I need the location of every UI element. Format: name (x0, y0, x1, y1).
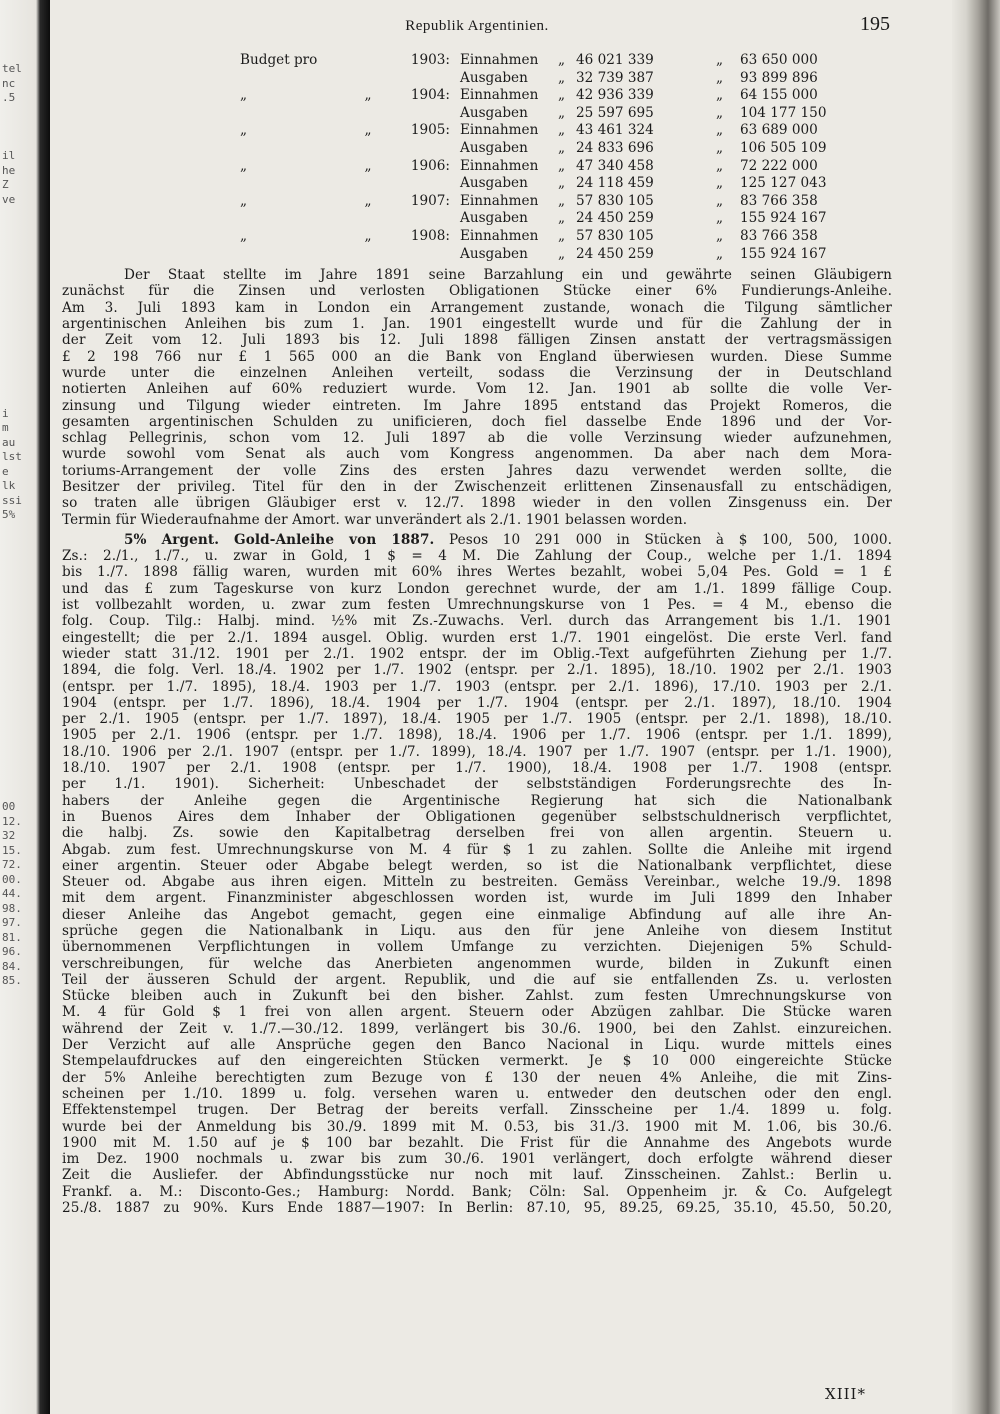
text-line: dieser Anleihe das Angebot gemacht, gegen eine einmalige Abfindung auf alle ihre An- (62, 906, 892, 923)
page-number: 195 (860, 13, 890, 35)
text-line: im Dez. 1900 nochmals u. zwar bis zum 30./6. 1901 verlängert, doch erfolgte während dieser (62, 1151, 892, 1168)
budget-row (240, 158, 850, 176)
budget-cell-label: „ (240, 227, 248, 244)
budget-cell-a1: 25 597 695 (576, 104, 654, 121)
text-line: argentinischen Anleihen bis zum 1. Jan. 1901 eingestellt wurde und für die Zahlung der in (62, 316, 892, 333)
budget-cell-label (240, 246, 336, 264)
budget-cell-q1 (336, 140, 400, 158)
budget-cell-q2: „ (558, 139, 566, 156)
budget-cell-a2: 83 766 358 (740, 227, 818, 244)
budget-cell-a2: 155 924 167 (740, 245, 827, 262)
text-line: habers der Anleihe gegen die Argentinische Regierung hat sich die Nationalbank (62, 792, 892, 809)
budget-cell-year (400, 175, 460, 193)
text-line: notierten Anleihen auf 60% reduziert wurde. Vom 12. Jan. 1901 ab sollte die volle Ver- (62, 381, 892, 398)
budget-cell-label (240, 105, 336, 123)
budget-cell-q2: „ (558, 69, 566, 86)
budget-cell-q3: „ (716, 157, 724, 174)
text-line: gesamten argentinischen Schulden zu unificieren, doch fiel dasselbe Ende 1896 und der Vor- (62, 413, 892, 430)
budget-cell-q1: „ (364, 122, 372, 139)
margin-fragment: e (2, 464, 9, 478)
budget-cell-q1 (336, 105, 400, 123)
text-line: eingestellt; die per 2./1. 1894 ausgel. Oblig. wurden erst 1./7. 1901 eingelöst. Die erste Verl. fand (62, 629, 892, 646)
budget-cell-q1: „ (364, 227, 372, 244)
section-gold-loan-1887 (62, 532, 892, 1216)
text-line: £ 2 198 766 nur £ 1 565 000 an die Bank von England überwiesen wurden. Diese Summe (62, 348, 892, 365)
signature-mark: XIII* (825, 1384, 866, 1403)
budget-cell-label (240, 175, 336, 193)
text-line: folg. Coup. Tilg.: Halbj. mind. ½% mit Zs.-Zuwachs. Verl. durch das Arrangement bis 1./1. 1901 (62, 613, 892, 630)
budget-cell-q1: „ (364, 87, 372, 104)
margin-fragment (2, 106, 34, 121)
text-line: einer argentin. Steuer oder Abgabe belegt werden, so ist die Nationalbank verpflichtet, diese (62, 857, 892, 874)
margin-fragment: ssi (2, 493, 22, 507)
text-line: Steuer od. Abgabe aus ihren eigen. Mitteln zu bestreiten. Gemäss Vereinbar., welche 19./9. 1898 (62, 874, 892, 891)
budget-cell-kind: Einnahmen (460, 227, 539, 244)
budget-cell-year: 1908: (410, 227, 450, 244)
budget-cell-label: „ (240, 192, 248, 209)
budget-row (240, 70, 850, 88)
text-line: wurde bei der Anmeldung bis 30./9. 1899 mit M. 0.53, bis 31./3. 1900 mit M. 1.06, bis 30./6. (62, 1118, 892, 1135)
text-line: 18./10. 1907 per 2./1. 1908 (entspr. per 1./7. 1900), 18./4. 1908 per 1./7. 1908 (entspr. (62, 760, 892, 777)
budget-cell-a1: 46 021 339 (576, 52, 654, 68)
text-line: Am 3. Juli 1893 kam in London ein Arrangement zustande, wonach die Tilgung sämtlicher (62, 299, 892, 316)
text-line: per 2./1. 1905 (entspr. per 1./7. 1897), 18./4. 1905 per 1./7. 1905 (entspr. per 2./1. 1898), 18./10. (62, 711, 892, 728)
budget-cell-kind: Einnahmen (460, 192, 539, 209)
budget-cell-q2: „ (558, 210, 566, 227)
margin-fragment: 5% (2, 508, 16, 521)
text-line: Abgab. zum fest. Umrechnungskurse von M. 4 für $ 1 zu zahlen. Sollte die Anleihe mit irgend (62, 841, 892, 858)
text-line: die halbj. Zs. sowie den Kapitalbetrag derselben frei von allen argentin. Steuern u. (62, 825, 892, 842)
budget-row (240, 87, 850, 105)
text-line: Besitzer der privileg. Titel für den in der Zwischenzeit erlittenen Zinsenausfall zu entschädigen, (62, 478, 892, 495)
budget-cell-q1 (336, 52, 400, 70)
margin-fragment: Z (2, 178, 9, 191)
budget-cell-kind: Ausgaben (460, 104, 528, 121)
budget-cell-a2: 93 899 896 (740, 69, 818, 86)
budget-cell-kind: Einnahmen (460, 157, 539, 174)
text-line: Der Verzicht auf alle Ansprüche gegen den Banco Nacional in Liqu. wurde mittels eines (62, 1037, 892, 1054)
budget-cell-q1 (336, 175, 400, 193)
section-heading: 5% Argent. Gold-Anleihe von 1887. (124, 531, 435, 548)
budget-cell-q3: „ (716, 104, 724, 121)
text-line: übernommenen Verpflichtungen in vollem Umfange zu verzichten. Diejenigen 5% Schuld- (62, 939, 892, 956)
text-line: 18./10. 1906 per 2./1. 1907 (entspr. per 1./7. 1899), 18./4. 1907 per 1./7. 1907 (entspr. per 1./1. 1900), (62, 743, 892, 760)
text-line: toriums-Arrangement der volle Zins des ersten Jahres dazu verwendet werden sollte, die (62, 462, 892, 479)
budget-cell-q3: „ (716, 192, 724, 209)
budget-cell-kind: Einnahmen (460, 122, 539, 139)
text-line: 1894, die folg. Verl. 18./4. 1902 per 1./7. 1902 (entspr. per 2./1. 1895), 18./10. 1902 per 2./1. 1903 (62, 662, 892, 679)
margin-fragment: 96. (2, 945, 22, 958)
margin-fragment: 84. (2, 959, 22, 973)
budget-cell-a2: 155 924 167 (740, 210, 827, 227)
budget-cell-label: „ (240, 87, 248, 104)
margin-fragment: ve (2, 192, 16, 206)
text-line: Stempelaufdruckes auf den eingereichten Stücken vermerkt. Je $ 10 000 eingereichte Stücke (62, 1053, 892, 1070)
budget-cell-year (400, 246, 460, 264)
left-gutter-shadow (0, 0, 50, 1414)
text-line: 1904 (entspr. per 1./7. 1896), 18./4. 1904 per 1./7. 1904 (entspr. per 2./1. 1897), 18./10. 1904 (62, 694, 892, 711)
budget-row (240, 175, 850, 193)
right-gutter-shadow (952, 0, 1000, 1414)
budget-cell-a2: 125 127 043 (740, 175, 827, 192)
text-line: der Zeit vom 12. Juli 1893 bis 12. Juli 1898 fälligen Zinsen anstatt der vertragsmässigen (62, 332, 892, 349)
budget-row (240, 228, 850, 246)
text-line: verschreibungen, für welche das Anerbieten angenommen wurde, bilden in Zukunft einen (62, 955, 892, 972)
margin-fragment: nc (2, 76, 16, 90)
budget-cell-year (400, 140, 460, 158)
budget-cell-a2: 72 222 000 (740, 157, 818, 174)
budget-cell-year (400, 210, 460, 228)
budget-cell-a1: 43 461 324 (576, 122, 654, 139)
left-margin-fragments-low (2, 800, 34, 989)
budget-cell-year (400, 70, 460, 88)
budget-cell-q1 (336, 246, 400, 264)
budget-cell-q3: „ (716, 227, 724, 244)
running-head (62, 14, 892, 42)
margin-fragment: 98. (2, 901, 22, 915)
text-line: der 5% Anleihe berechtigten zum Bezuge von £ 130 der neuen 4% Anleihe, die mit Zins- (62, 1069, 892, 1086)
paragraph-history (62, 267, 892, 528)
text-line: und das £ zum Tageskurse von kurz London gerechnet wurde, der am 1./1. 1899 fällige Coup. (62, 580, 892, 597)
margin-fragment: he (2, 163, 16, 177)
text-line: ist vollbezahlt worden, u. zwar zum festen Umrechnungskurse von 1 Pes. = 4 M., ebenso die (62, 597, 892, 614)
text-line: M. 4 für Gold $ 1 frei von allen argent. Steuern oder Abzügen zahlbar. Die Stücke waren (62, 1004, 892, 1021)
budget-cell-q3: „ (716, 245, 724, 262)
margin-fragment: 44. (2, 887, 22, 900)
budget-cell-q1 (336, 70, 400, 88)
budget-cell-q2: „ (558, 175, 566, 192)
budget-row (240, 140, 850, 158)
margin-fragment: tel (2, 62, 22, 75)
budget-cell-q2: „ (558, 192, 566, 209)
margin-fragment (2, 392, 34, 407)
budget-row (240, 246, 850, 264)
budget-cell-year: 1907: (410, 192, 450, 209)
document-page (62, 14, 892, 1404)
text-line: Frankf. a. M.: Disconto-Ges.; Hamburg: Nordd. Bank; Cöln: Sal. Oppenheim jr. & Co. Aufgelegt (62, 1183, 892, 1200)
budget-cell-q2: „ (558, 227, 566, 244)
text-line: 1900 mit M. 1.50 auf je $ 100 bar bezahlt. Die Frist für die Annahme des Angebots wurde (62, 1134, 892, 1151)
text-line: 25./8. 1887 zu 90%. Kurs Ende 1887—1907: In Berlin: 87.10, 95, 89.25, 69.25, 35.10, 45.50, 50.20, (62, 1200, 892, 1217)
budget-cell-kind: Einnahmen (460, 87, 539, 104)
budget-cell-a1: 24 450 259 (576, 245, 654, 262)
budget-cell-kind: Ausgaben (460, 175, 528, 192)
section-first-line (62, 532, 892, 548)
text-line: während der Zeit v. 1./7.—30./12. 1899, verlängert bis 30./6. 1900, bei den Zahlst. einzureichen. (62, 1020, 892, 1037)
budget-cell-q1: „ (364, 157, 372, 174)
budget-cell-q3: „ (716, 139, 724, 156)
text-line: Termin für Wiederaufnahme der Amort. war unverändert als 2./1. 1901 belassen worden. (62, 511, 688, 528)
budget-cell-year: 1906: (410, 157, 450, 174)
text-line: Der Staat stellte im Jahre 1891 seine Barzahlung ein und gewährte seinen Gläubigern (124, 267, 892, 284)
budget-cell-label (240, 140, 336, 158)
margin-fragment: au (2, 435, 16, 449)
budget-cell-label: „ (240, 157, 248, 174)
budget-cell-q3: „ (716, 52, 724, 68)
budget-cell-a2: 106 505 109 (740, 139, 827, 156)
budget-cell-kind: Ausgaben (460, 69, 528, 86)
text-line: zunächst für die Zinsen und verlosten Obligationen Stücke einer 6% Fundierungs-Anleihe. (62, 283, 892, 300)
budget-cell-a2: 63 650 000 (740, 52, 818, 68)
budget-cell-a2: 104 177 150 (740, 104, 827, 121)
margin-fragment: .5 (2, 91, 16, 104)
budget-cell-year: 1903: (410, 52, 450, 68)
margin-fragment: il (2, 149, 16, 162)
budget-cell-q3: „ (716, 175, 724, 192)
budget-cell-a1: 57 830 105 (576, 227, 654, 244)
budget-cell-q2: „ (558, 245, 566, 262)
margin-fragment (2, 120, 34, 135)
margin-fragment: 32 (2, 829, 16, 842)
budget-cell-label (240, 210, 336, 228)
budget-row (240, 122, 850, 140)
text-line: wurde unter die einzelnen Anleihen verteilt, sodass die Verzinsung der in Deutschland (62, 364, 892, 381)
budget-cell-kind: Ausgaben (460, 245, 528, 262)
text-line: 1905 per 2./1. 1906 (entspr. per 1./7. 1898), 18./4. 1906 per 1./7. 1906 (entspr. per 1./1. 1899), (62, 727, 892, 744)
text-line: so traten alle übrigen Gläubiger erst v. 12./7. 1898 wieder in den vollen Zinsgenuss ein. Der (62, 495, 892, 512)
text-line: Effektenstempel trugen. Der Betrag der bereits verfall. Zinsscheine per 1./4. 1899 u. folg. (62, 1102, 892, 1119)
text-line: schlag Pellegrinis, schon vom 12. Juli 1897 ab die volle Verzinsung wieder aufzunehmen, (62, 430, 892, 447)
budget-cell-label: „ (240, 122, 248, 139)
budget-cell-a2: 83 766 358 (740, 192, 818, 209)
budget-cell-a1: 47 340 458 (576, 157, 654, 174)
page-title: Republik Argentinien. (405, 18, 549, 34)
left-margin-fragments-top (2, 62, 34, 207)
text-line: zinsung und Tilgung wieder eintreten. Im Jahre 1895 entstand das Projekt Romeros, die (62, 397, 892, 414)
budget-cell-a1: 42 936 339 (576, 87, 654, 104)
text-line: wurde sowohl vom Senat als auch vom Kongress angenommen. Da aber nach dem Mora- (62, 446, 892, 463)
budget-cell-a1: 24 833 696 (576, 139, 654, 156)
margin-fragment: 81. (2, 930, 22, 944)
margin-fragment (2, 135, 34, 150)
margin-fragment: 85. (2, 974, 22, 987)
margin-fragment: 00 (2, 800, 16, 813)
budget-cell-a1: 32 739 387 (576, 69, 654, 86)
margin-fragment: 15. (2, 843, 22, 857)
text-line: Stücke bleiben auch in Zukunft bei den bisher. Zahlst. zum festen Umrechnungskurse von (62, 988, 892, 1005)
left-margin-fragments-mid (2, 392, 34, 523)
budget-cell-year: 1905: (410, 122, 450, 139)
budget-cell-q2: „ (558, 122, 566, 139)
budget-cell-kind: Ausgaben (460, 210, 528, 227)
budget-cell-q3: „ (716, 87, 724, 104)
budget-row (240, 52, 850, 70)
budget-cell-q2: „ (558, 87, 566, 104)
text-line: scheinen per 1./10. 1899 u. folg. versehen waren u. entweder den deutschen oder den engl. (62, 1085, 892, 1102)
text-line: (entspr. per 1./7. 1895), 18./4. 1903 per 1./7. 1903 (entspr. per 2./1. 1896), 17./10. 1903 per 2./1. (62, 678, 892, 695)
margin-fragment: lk (2, 479, 16, 492)
budget-cell-q1: „ (364, 192, 372, 209)
budget-cell-a2: 64 155 000 (740, 87, 818, 104)
margin-fragment: i (2, 406, 9, 420)
budget-cell-q3: „ (716, 69, 724, 86)
text-line: bis 1./7. 1898 fällig waren, wurden mit 60% ihres Wertes bezahlt, wobei 5,04 Pes. Gold = 1 £ (62, 564, 892, 581)
margin-fragment: 00. (2, 872, 22, 886)
budget-cell-a2: 63 689 000 (740, 122, 818, 139)
text-line: in Buenos Aires dem Inhaber der Obligationen gegenüber selbstschuldnerisch verpflichtet, (62, 808, 892, 825)
budget-cell-kind: Einnahmen (460, 52, 539, 68)
budget-cell-a1: 24 118 459 (576, 175, 654, 192)
budget-cell-a1: 57 830 105 (576, 192, 654, 209)
margin-fragment: 97. (2, 916, 22, 929)
budget-cell-q1 (336, 210, 400, 228)
budget-row (240, 193, 850, 211)
budget-cell-q3: „ (716, 210, 724, 227)
text-line: sprüche gegen die Nationalbank in Liqu. aus den für jene Anleihe von diesem Institut (62, 923, 892, 939)
margin-fragment: m (2, 421, 9, 434)
budget-cell-q2: „ (558, 52, 566, 68)
text-line: Zeit die Ausliefer. der Abfindungsstücke nur noch mit lauf. Zinsscheinen. Zahlst.: Berlin u. (62, 1167, 892, 1184)
budget-cell-label: Budget pro (240, 52, 318, 68)
text-line: mit dem argent. Finanzminister abgeschlossen worden ist, wurde im Juli 1899 den Inhaber (62, 890, 892, 907)
budget-cell-label (240, 70, 336, 88)
budget-cell-a1: 24 450 259 (576, 210, 654, 227)
budget-row (240, 210, 850, 228)
margin-fragment: lst (2, 450, 22, 463)
text-line: wieder statt 31./12. 1901 per 2./1. 1902 entspr. der im Oblig.-Text aufgeführten Ziehung per 1./7. (62, 645, 892, 662)
text-line: per 1./1. 1901). Sicherheit: Unbeschadet der selbstständigen Forderungsrechte des In- (62, 776, 892, 793)
budget-table (240, 52, 850, 263)
budget-cell-kind: Ausgaben (460, 139, 528, 156)
budget-cell-q2: „ (558, 104, 566, 121)
margin-fragment: 12. (2, 814, 22, 828)
text-line: Zs.: 2./1., 1./7., u. zwar in Gold, 1 $ = 4 M. Die Zahlung der Coup., welche per 1./1. 1894 (62, 548, 892, 565)
margin-fragment: 72. (2, 858, 22, 871)
budget-cell-q3: „ (716, 122, 724, 139)
budget-cell-q2: „ (558, 157, 566, 174)
section-first-line-text: Pesos 10 291 000 in Stücken à $ 100, 500, 1000. (448, 531, 892, 548)
budget-cell-year: 1904: (410, 87, 450, 104)
budget-row (240, 105, 850, 123)
budget-cell-year (400, 105, 460, 123)
text-line: Teil der äusseren Schuld der argent. Republik, und die auf sie entfallenden Zs. u. verlosten (62, 971, 892, 988)
